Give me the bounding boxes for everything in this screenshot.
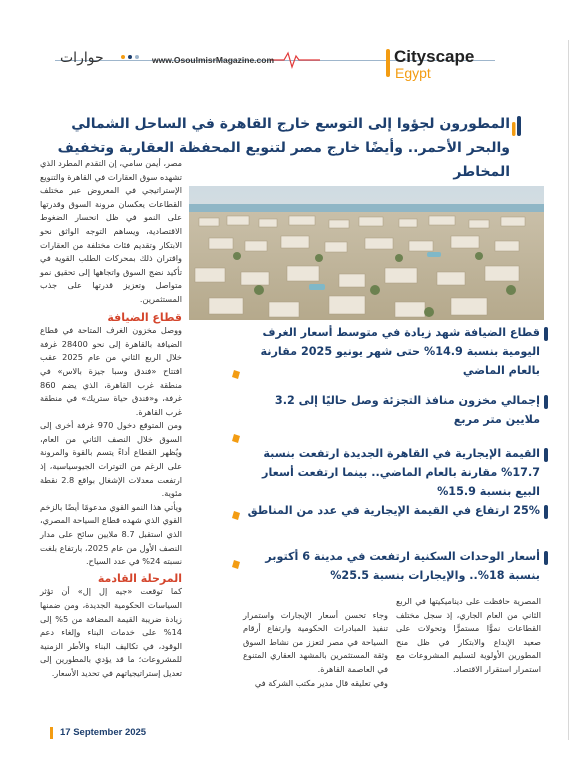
headline-mark-icon: [512, 116, 522, 152]
pulse-line-icon: [270, 50, 320, 70]
section-label: حوارات: [60, 50, 104, 66]
bottom-middle-column: [243, 595, 388, 704]
highlight-bar: [544, 327, 548, 341]
highlight-2: إجمالي مخزون منافذ التجزئة وصل حاليًا إلى 3.2 ملايين متر مربع: [274, 394, 540, 426]
highlight-bar: [544, 551, 548, 565]
diamond-bullet-icon: [232, 434, 240, 443]
highlight-bar: [544, 395, 548, 409]
subheading: المرحلة القادمة: [97, 571, 182, 585]
diamond-bullet-icon: [232, 370, 240, 379]
page-edge-line: [568, 40, 569, 740]
highlight-3: القيمة الإيجارية في القاهرة الجديدة ارتفعت بنسبة 17.7% مقارنة بالعام الماضي.. بينما ارتفعت أسعار البيع بنسبة 15.9%: [262, 447, 540, 498]
subheading: قطاع الضيافة: [107, 310, 182, 324]
paragraph: ويأتي هذا النمو القوي مدعومًا أيضًا بالزخم القوي الذي شهده قطاع السياحة المصري، الذي استقبل 8.7 ملايين سائح على مدار النصف الأول من عام 2025، بارتفاع بلغت نسبته 24% في عدد السياح.: [40, 501, 182, 567]
coastal-compound-photo: [189, 186, 544, 320]
highlight-1: قطاع الضيافة شهد زيادة في متوسط أسعار الغرف اليومية بنسبة 14.9% حتى شهر يونيو 2025 مقارنة بالعام الماضي: [260, 326, 540, 377]
diamond-bullet-icon: [232, 560, 240, 569]
article-headline: المطورون لجؤوا إلى التوسع خارج القاهرة في الساحل الشمالي والبحر الأحمر.. وأيضًا خارج مصر لتنويع المحفظة العقارية وتخفيف المخاطر: [57, 116, 510, 180]
paragraph: وجاء تحسن أسعار الإيجارات واستمرار تنفيذ المبادرات الحكومية وارتفاع أرقام السياحة في مصر لتعزز من نشاط السوق وثقة المستثمرين بالمشهد العقاري المتنوع في العاصمة القاهرة. وفي تعليقه قال مدير مكتب الشركة في: [243, 609, 388, 688]
highlight-5: أسعار الوحدات السكنية ارتفعت في مدينة 6 أكتوبر بنسبة 18%.. والإيجارات بنسبة 25.5%: [265, 550, 540, 582]
paragraph: المصرية حافظت على ديناميكيتها في الربع الثاني من العام الجاري، إذ سجل مختلف القطاعات نموًّا مستمرًّا وتحولات على صعيد الإبداع والابتكار في ظل منح المطورين الأولوية لتسليم المشروعات مع استمرار استقرار الاقتصاد.: [396, 596, 541, 674]
paragraph: مصر، أيمن سامي، إن التقدم المطرد الذي تشهده سوق العقارات في القاهرة والتنويع الإستراتيجي في المعروض عبر مختلف القطاعات يعكسان مرونة السوق وقدرتها على النمو في ظل انحسار الضغوط الاقتصادية، ويساهم التوجه الواثق نحو الابتكار وتقديم فئات مختلفة من العقارات واقتران ذلك بمحركات الطلب القوية في تأكيد نضج السوق واتجاهها إلى تحقيق نمو متواصل وتعزيز قدرتها على جذب المستثمرين.: [40, 158, 182, 304]
magazine-url[interactable]: www.OsoulmisrMagazine.com: [152, 55, 275, 65]
footer-bar: [50, 727, 53, 739]
highlight-bar: [544, 505, 548, 519]
brand-bar: [386, 49, 390, 77]
brand-title: Cityscape: [394, 47, 475, 66]
paragraph: ومن المتوقع دخول 970 غرفة أخرى إلى السوق خلال النصف الثاني من العام، ويُظهر القطاع أداءً يتسم بالقوة والمرونة على الرغم من التوترات الجيوسياسية، إذ ارتفعت معدلات الإشغال بواقع 2.8 نقطة مئوية.: [40, 420, 182, 499]
dots-icon: [120, 53, 144, 61]
diamond-bullet-icon: [232, 511, 240, 520]
highlight-4: 25% ارتفاع في القيمة الإيجارية في عدد من المناطق: [247, 504, 540, 517]
left-column: [40, 157, 182, 681]
bottom-right-column: [396, 595, 541, 677]
issue-date: 17 September 2025: [60, 727, 147, 738]
highlight-bar: [544, 448, 548, 462]
brand-subtitle: Egypt: [395, 65, 431, 81]
paragraph: كما توقعت «جيه إل إل» أن تؤثر السياسات الحكومية الجديدة، ومن ضمنها زيادة ضريبة القيمة المضافة من 5% إلى 14% على خدمات البناء وإلغاء دعم الوقود، في تكاليف البناء والأطر الزمنية للمشروعات؛ ما قد يؤدي بالمطورين إلى تعديل إستراتيجياتهم في تحديد الأسعار.: [40, 586, 182, 678]
paragraph: ووصل مخزون الغرف المتاحة في قطاع الضيافة بالقاهرة إلى نحو 28400 غرفة خلال الربع الثاني من عام 2025 عقب افتتاح «فندق وسبا جيزة بالاس» في منطقة غرب القاهرة، الذي يضم 860 غرفة، و«فندق حياة ستريك» في منطقة غرب القاهرة.: [40, 325, 182, 417]
